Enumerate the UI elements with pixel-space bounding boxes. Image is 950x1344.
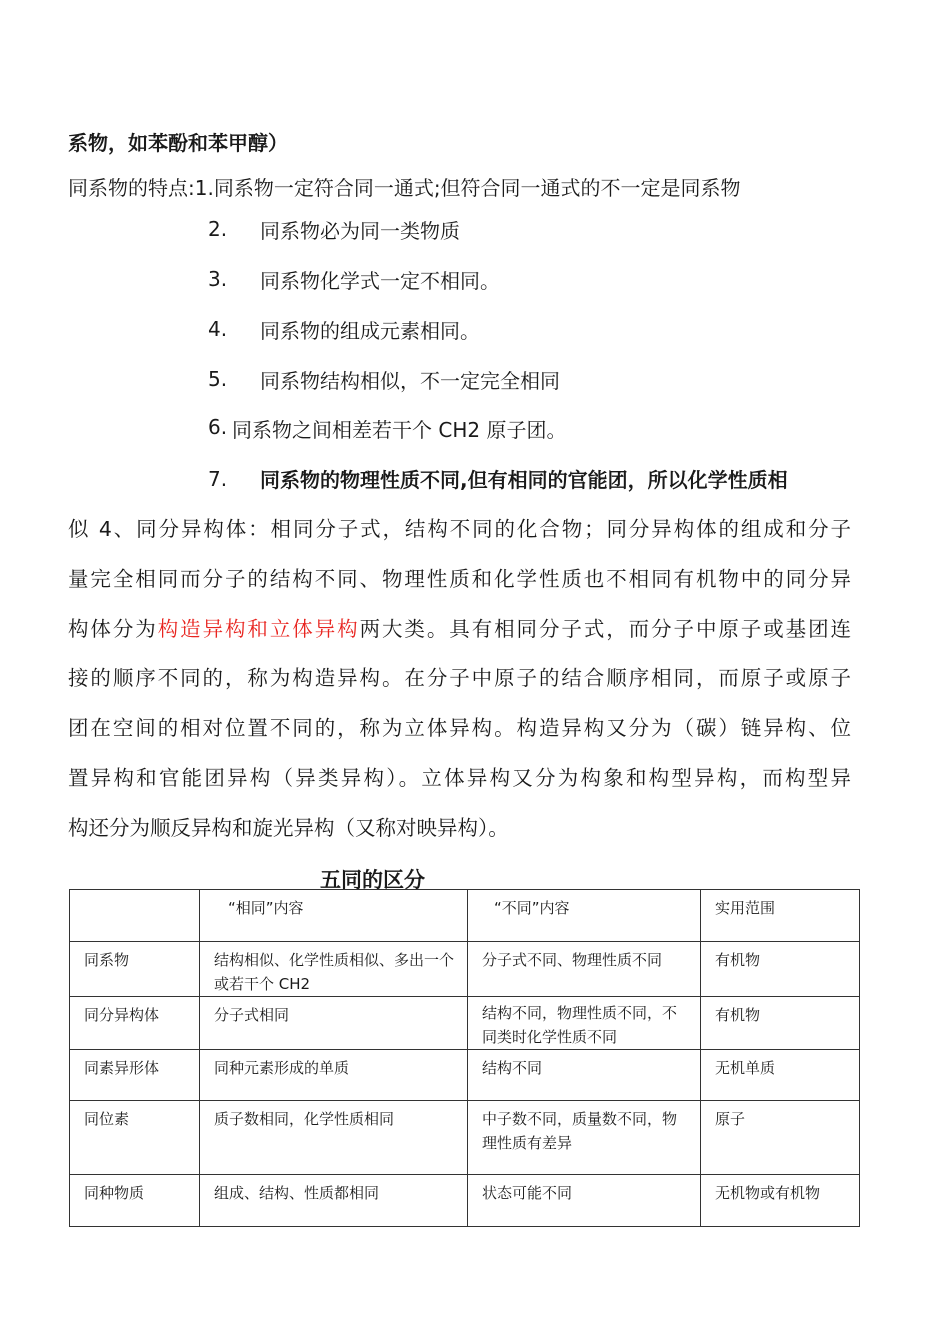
list-item: 同系物化学式一定不相同。 bbox=[260, 269, 500, 293]
list-number: 2. bbox=[208, 217, 228, 241]
table-cell: 同种元素形成的单质 bbox=[200, 1050, 468, 1101]
table-row bbox=[70, 1101, 860, 1175]
isomer-paragraph bbox=[68, 505, 851, 854]
table-cell: 同系物 bbox=[70, 942, 200, 997]
table-cell: 有机物 bbox=[701, 942, 860, 997]
list-item: 同系物必为同一类物质 bbox=[260, 219, 460, 243]
paragraph-text: 构体分为 bbox=[68, 616, 158, 641]
table-row bbox=[70, 942, 860, 997]
paragraph-text: 两大类。具有相同分子式，而分子中原子或基团连 bbox=[359, 616, 852, 641]
paragraph-line bbox=[68, 605, 851, 655]
table-cell: 同素异形体 bbox=[70, 1050, 200, 1101]
table-cell: 无机单质 bbox=[701, 1050, 860, 1101]
list-number: 7. bbox=[208, 467, 228, 491]
table-cell: 有机物 bbox=[701, 997, 860, 1050]
table-cell: 分子式相同 bbox=[200, 997, 468, 1050]
table-cell: 同分异构体 bbox=[70, 997, 200, 1050]
list-item: 同系物结构相似，不一定完全相同 bbox=[260, 369, 560, 393]
paragraph-line: 团在空间的相对位置不同的，称为立体异构。构造异构又分为（碳）链异构、位 bbox=[68, 716, 851, 741]
table-cell: 同位素 bbox=[70, 1101, 200, 1175]
list-item: 同系物之间相差若干个 CH2 原子团。 bbox=[232, 418, 567, 442]
table-cell: 结构不同，物理性质不同，不同类时化学性质不同 bbox=[468, 997, 701, 1050]
paragraph-line: 似 4、同分异构体：相同分子式，结构不同的化合物；同分异构体的组成和分子 bbox=[68, 517, 851, 541]
table-row bbox=[70, 1175, 860, 1227]
paragraph-line: 接的顺序不同的，称为构造异构。在分子中原子的结合顺序相同，而原子或原子 bbox=[68, 666, 851, 691]
table-cell: 中子数不同，质量数不同，物理性质有差异 bbox=[468, 1101, 701, 1175]
list-item: 同系物的组成元素相同。 bbox=[260, 319, 480, 343]
paragraph-line: 构还分为顺反异构和旋光异构（又称对映异构）。 bbox=[68, 815, 509, 840]
comparison-table bbox=[69, 889, 860, 1227]
list-number: 4. bbox=[208, 317, 228, 341]
highlighted-text: 构造异构和立体异构 bbox=[157, 616, 360, 641]
list-number: 6. bbox=[208, 415, 228, 439]
homolog-features-line: 同系物的特点:1.同系物一定符合同一通式;但符合同一通式的不一定是同系物 bbox=[68, 176, 741, 200]
table-cell: 同种物质 bbox=[70, 1175, 200, 1227]
header-cell: 实用范围 bbox=[701, 890, 860, 942]
list-item: 同系物的物理性质不同,但有相同的官能团，所以化学性质相 bbox=[260, 468, 788, 492]
table-caption: 五同的区分 bbox=[320, 868, 425, 892]
continued-text-line: 系物，如苯酚和苯甲醇） bbox=[68, 131, 288, 155]
table-header-row bbox=[70, 890, 860, 942]
table-cell: 结构相似、化学性质相似、多出一个或若干个 CH2 bbox=[200, 942, 468, 997]
header-cell bbox=[70, 890, 200, 942]
table-cell: 质子数相同，化学性质相同 bbox=[200, 1101, 468, 1175]
table-row bbox=[70, 997, 860, 1050]
table-cell: 结构不同 bbox=[468, 1050, 701, 1101]
table-row bbox=[70, 1050, 860, 1101]
table-cell: 原子 bbox=[701, 1101, 860, 1175]
list-number: 5. bbox=[208, 367, 228, 391]
table-cell: 组成、结构、性质都相同 bbox=[200, 1175, 468, 1227]
paragraph-line: 置异构和官能团异构（异类异构）。立体异构又分为构象和构型异构，而构型异 bbox=[68, 765, 851, 790]
table-cell: 无机物或有机物 bbox=[701, 1175, 860, 1227]
list-number: 3. bbox=[208, 267, 228, 291]
table-cell: 状态可能不同 bbox=[468, 1175, 701, 1227]
header-cell: “相同”内容 bbox=[200, 890, 468, 942]
table-cell: 分子式不同、物理性质不同 bbox=[468, 942, 701, 997]
header-cell: “不同”内容 bbox=[468, 890, 701, 942]
paragraph-line: 量完全相同而分子的结构不同、物理性质和化学性质也不相同有机物中的同分异 bbox=[68, 566, 851, 591]
